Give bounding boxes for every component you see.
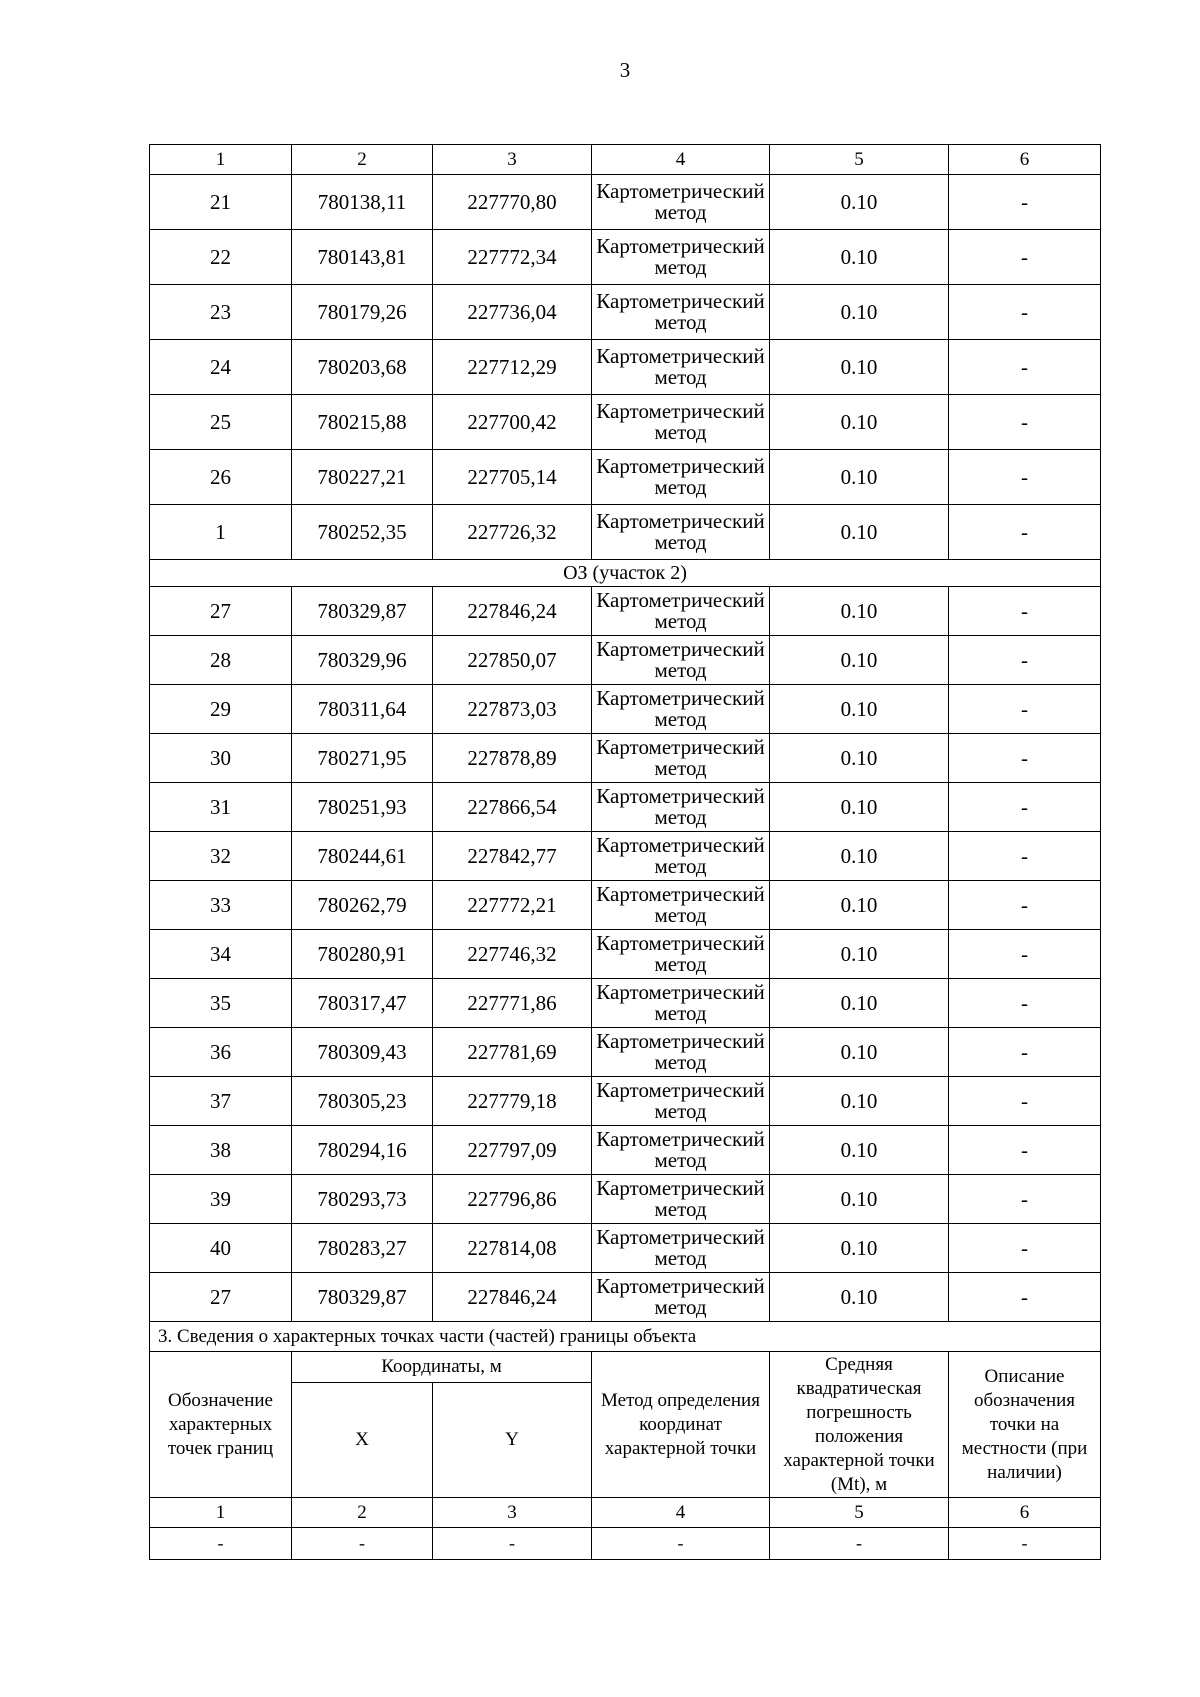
point-number: 27 xyxy=(150,587,292,636)
table-row xyxy=(150,1273,1101,1322)
table-row xyxy=(150,230,1101,285)
header-error: Средняя квадратическая погрешность положения характерной точки (Mt), м xyxy=(770,1352,949,1498)
boundary-points-table xyxy=(149,144,1101,1560)
section-row xyxy=(150,560,1101,587)
coordinate-y: 227814,08 xyxy=(433,1224,592,1273)
section3-title: 3. Сведения о характерных точках части (частей) границы объекта xyxy=(150,1322,1101,1352)
coordinate-y: 227771,86 xyxy=(433,979,592,1028)
coordinate-x: 780317,47 xyxy=(292,979,433,1028)
error-cell: 0.10 xyxy=(770,1077,949,1126)
empty-cell: - xyxy=(770,1528,949,1560)
table-row xyxy=(150,930,1101,979)
error-cell: 0.10 xyxy=(770,979,949,1028)
table-row xyxy=(150,979,1101,1028)
coordinate-x: 780329,96 xyxy=(292,636,433,685)
point-number: 27 xyxy=(150,1273,292,1322)
coordinate-x: 780227,21 xyxy=(292,450,433,505)
coordinate-y: 227705,14 xyxy=(433,450,592,505)
coordinate-x: 780252,35 xyxy=(292,505,433,560)
point-number: 33 xyxy=(150,881,292,930)
coordinate-y: 227736,04 xyxy=(433,285,592,340)
description-cell: - xyxy=(949,881,1101,930)
description-cell: - xyxy=(949,930,1101,979)
error-cell: 0.10 xyxy=(770,930,949,979)
coordinate-x: 780251,93 xyxy=(292,783,433,832)
coordinate-y: 227846,24 xyxy=(433,587,592,636)
coordinate-y: 227726,32 xyxy=(433,505,592,560)
point-number: 22 xyxy=(150,230,292,285)
table-row xyxy=(150,881,1101,930)
empty-cell: - xyxy=(150,1528,292,1560)
method-cell: Картометрический метод xyxy=(592,734,770,783)
point-number: 21 xyxy=(150,175,292,230)
coordinate-x: 780143,81 xyxy=(292,230,433,285)
section-label: ОЗ (участок 2) xyxy=(150,560,1101,587)
section3-heading-row xyxy=(150,1322,1101,1352)
method-cell: Картометрический метод xyxy=(592,450,770,505)
description-cell: - xyxy=(949,1175,1101,1224)
error-cell: 0.10 xyxy=(770,881,949,930)
description-cell: - xyxy=(949,340,1101,395)
description-cell: - xyxy=(949,734,1101,783)
description-cell: - xyxy=(949,395,1101,450)
coordinate-x: 780262,79 xyxy=(292,881,433,930)
table-row xyxy=(150,734,1101,783)
error-cell: 0.10 xyxy=(770,636,949,685)
error-cell: 0.10 xyxy=(770,832,949,881)
error-cell: 0.10 xyxy=(770,1224,949,1273)
description-cell: - xyxy=(949,832,1101,881)
coordinate-y: 227772,21 xyxy=(433,881,592,930)
point-number: 38 xyxy=(150,1126,292,1175)
column-number: 6 xyxy=(949,1498,1101,1528)
method-cell: Картометрический метод xyxy=(592,832,770,881)
table-row xyxy=(150,175,1101,230)
point-number: 31 xyxy=(150,783,292,832)
coordinate-y: 227846,24 xyxy=(433,1273,592,1322)
empty-cell: - xyxy=(433,1528,592,1560)
error-cell: 0.10 xyxy=(770,1175,949,1224)
table-row xyxy=(150,832,1101,881)
section3-empty-row xyxy=(150,1528,1101,1560)
coordinate-y: 227746,32 xyxy=(433,930,592,979)
coordinate-y: 227866,54 xyxy=(433,783,592,832)
description-cell: - xyxy=(949,505,1101,560)
error-cell: 0.10 xyxy=(770,1028,949,1077)
coordinate-y: 227712,29 xyxy=(433,340,592,395)
error-cell: 0.10 xyxy=(770,395,949,450)
method-cell: Картометрический метод xyxy=(592,636,770,685)
error-cell: 0.10 xyxy=(770,783,949,832)
point-number: 1 xyxy=(150,505,292,560)
coordinate-x: 780309,43 xyxy=(292,1028,433,1077)
method-cell: Картометрический метод xyxy=(592,1224,770,1273)
method-cell: Картометрический метод xyxy=(592,285,770,340)
empty-cell: - xyxy=(292,1528,433,1560)
point-number: 36 xyxy=(150,1028,292,1077)
empty-cell: - xyxy=(592,1528,770,1560)
header-description: Описание обозначения точки на местности (при наличии) xyxy=(949,1352,1101,1498)
coordinate-y: 227781,69 xyxy=(433,1028,592,1077)
table-row xyxy=(150,395,1101,450)
coordinate-y: 227878,89 xyxy=(433,734,592,783)
column-number: 4 xyxy=(592,145,770,175)
section3-column-number-row xyxy=(150,1498,1101,1528)
point-number: 39 xyxy=(150,1175,292,1224)
coordinate-x: 780311,64 xyxy=(292,685,433,734)
method-cell: Картометрический метод xyxy=(592,587,770,636)
method-cell: Картометрический метод xyxy=(592,505,770,560)
coordinate-y: 227850,07 xyxy=(433,636,592,685)
coordinate-y: 227779,18 xyxy=(433,1077,592,1126)
coordinate-x: 780283,27 xyxy=(292,1224,433,1273)
error-cell: 0.10 xyxy=(770,1126,949,1175)
table-row xyxy=(150,587,1101,636)
point-number: 32 xyxy=(150,832,292,881)
coordinate-x: 780329,87 xyxy=(292,587,433,636)
coordinate-x: 780244,61 xyxy=(292,832,433,881)
error-cell: 0.10 xyxy=(770,1273,949,1322)
coordinate-x: 780179,26 xyxy=(292,285,433,340)
method-cell: Картометрический метод xyxy=(592,395,770,450)
table-row xyxy=(150,1077,1101,1126)
description-cell: - xyxy=(949,1126,1101,1175)
table-row xyxy=(150,285,1101,340)
method-cell: Картометрический метод xyxy=(592,1175,770,1224)
coordinate-x: 780215,88 xyxy=(292,395,433,450)
column-number: 4 xyxy=(592,1498,770,1528)
coordinate-y: 227842,77 xyxy=(433,832,592,881)
point-number: 25 xyxy=(150,395,292,450)
table-row xyxy=(150,1175,1101,1224)
column-number: 3 xyxy=(433,145,592,175)
method-cell: Картометрический метод xyxy=(592,230,770,285)
table-body xyxy=(150,145,1101,1560)
method-cell: Картометрический метод xyxy=(592,979,770,1028)
point-number: 34 xyxy=(150,930,292,979)
point-number: 24 xyxy=(150,340,292,395)
section3-header-row xyxy=(150,1352,1101,1383)
column-number: 3 xyxy=(433,1498,592,1528)
coordinate-x: 780305,23 xyxy=(292,1077,433,1126)
description-cell: - xyxy=(949,1224,1101,1273)
table-row xyxy=(150,1224,1101,1273)
method-cell: Картометрический метод xyxy=(592,930,770,979)
table-row xyxy=(150,783,1101,832)
description-cell: - xyxy=(949,783,1101,832)
table-row xyxy=(150,1028,1101,1077)
method-cell: Картометрический метод xyxy=(592,1077,770,1126)
table-row xyxy=(150,450,1101,505)
coordinate-x: 780138,11 xyxy=(292,175,433,230)
error-cell: 0.10 xyxy=(770,175,949,230)
error-cell: 0.10 xyxy=(770,587,949,636)
table-row xyxy=(150,1126,1101,1175)
method-cell: Картометрический метод xyxy=(592,175,770,230)
table-row xyxy=(150,340,1101,395)
header-point-designation: Обозначение характерных точек границ xyxy=(150,1352,292,1498)
method-cell: Картометрический метод xyxy=(592,340,770,395)
coordinate-x: 780271,95 xyxy=(292,734,433,783)
point-number: 40 xyxy=(150,1224,292,1273)
description-cell: - xyxy=(949,685,1101,734)
error-cell: 0.10 xyxy=(770,340,949,395)
coordinate-y: 227770,80 xyxy=(433,175,592,230)
table-row xyxy=(150,505,1101,560)
column-number: 5 xyxy=(770,145,949,175)
header-y: Y xyxy=(433,1383,592,1498)
error-cell: 0.10 xyxy=(770,505,949,560)
error-cell: 0.10 xyxy=(770,734,949,783)
column-number: 1 xyxy=(150,1498,292,1528)
description-cell: - xyxy=(949,1077,1101,1126)
point-number: 37 xyxy=(150,1077,292,1126)
column-number: 6 xyxy=(949,145,1101,175)
coordinate-x: 780294,16 xyxy=(292,1126,433,1175)
column-number: 5 xyxy=(770,1498,949,1528)
header-method: Метод определения координат характерной точки xyxy=(592,1352,770,1498)
point-number: 35 xyxy=(150,979,292,1028)
point-number: 26 xyxy=(150,450,292,505)
method-cell: Картометрический метод xyxy=(592,881,770,930)
description-cell: - xyxy=(949,285,1101,340)
coordinate-x: 780280,91 xyxy=(292,930,433,979)
coordinate-x: 780293,73 xyxy=(292,1175,433,1224)
point-number: 28 xyxy=(150,636,292,685)
table-row xyxy=(150,636,1101,685)
description-cell: - xyxy=(949,1273,1101,1322)
method-cell: Картометрический метод xyxy=(592,685,770,734)
coordinate-y: 227772,34 xyxy=(433,230,592,285)
error-cell: 0.10 xyxy=(770,685,949,734)
column-number: 2 xyxy=(292,1498,433,1528)
method-cell: Картометрический метод xyxy=(592,1273,770,1322)
description-cell: - xyxy=(949,587,1101,636)
coordinate-y: 227700,42 xyxy=(433,395,592,450)
coordinate-y: 227873,03 xyxy=(433,685,592,734)
method-cell: Картометрический метод xyxy=(592,783,770,832)
page-number: 3 xyxy=(619,58,631,82)
description-cell: - xyxy=(949,175,1101,230)
error-cell: 0.10 xyxy=(770,450,949,505)
error-cell: 0.10 xyxy=(770,230,949,285)
column-number: 1 xyxy=(150,145,292,175)
description-cell: - xyxy=(949,230,1101,285)
description-cell: - xyxy=(949,636,1101,685)
coordinate-y: 227796,86 xyxy=(433,1175,592,1224)
description-cell: - xyxy=(949,1028,1101,1077)
error-cell: 0.10 xyxy=(770,285,949,340)
column-number-row xyxy=(150,145,1101,175)
header-coordinates: Координаты, м xyxy=(292,1352,592,1383)
method-cell: Картометрический метод xyxy=(592,1126,770,1175)
coordinate-x: 780329,87 xyxy=(292,1273,433,1322)
coordinate-x: 780203,68 xyxy=(292,340,433,395)
point-number: 29 xyxy=(150,685,292,734)
description-cell: - xyxy=(949,979,1101,1028)
description-cell: - xyxy=(949,450,1101,505)
point-number: 23 xyxy=(150,285,292,340)
table-row xyxy=(150,685,1101,734)
coordinate-y: 227797,09 xyxy=(433,1126,592,1175)
empty-cell: - xyxy=(949,1528,1101,1560)
column-number: 2 xyxy=(292,145,433,175)
point-number: 30 xyxy=(150,734,292,783)
header-x: X xyxy=(292,1383,433,1498)
method-cell: Картометрический метод xyxy=(592,1028,770,1077)
